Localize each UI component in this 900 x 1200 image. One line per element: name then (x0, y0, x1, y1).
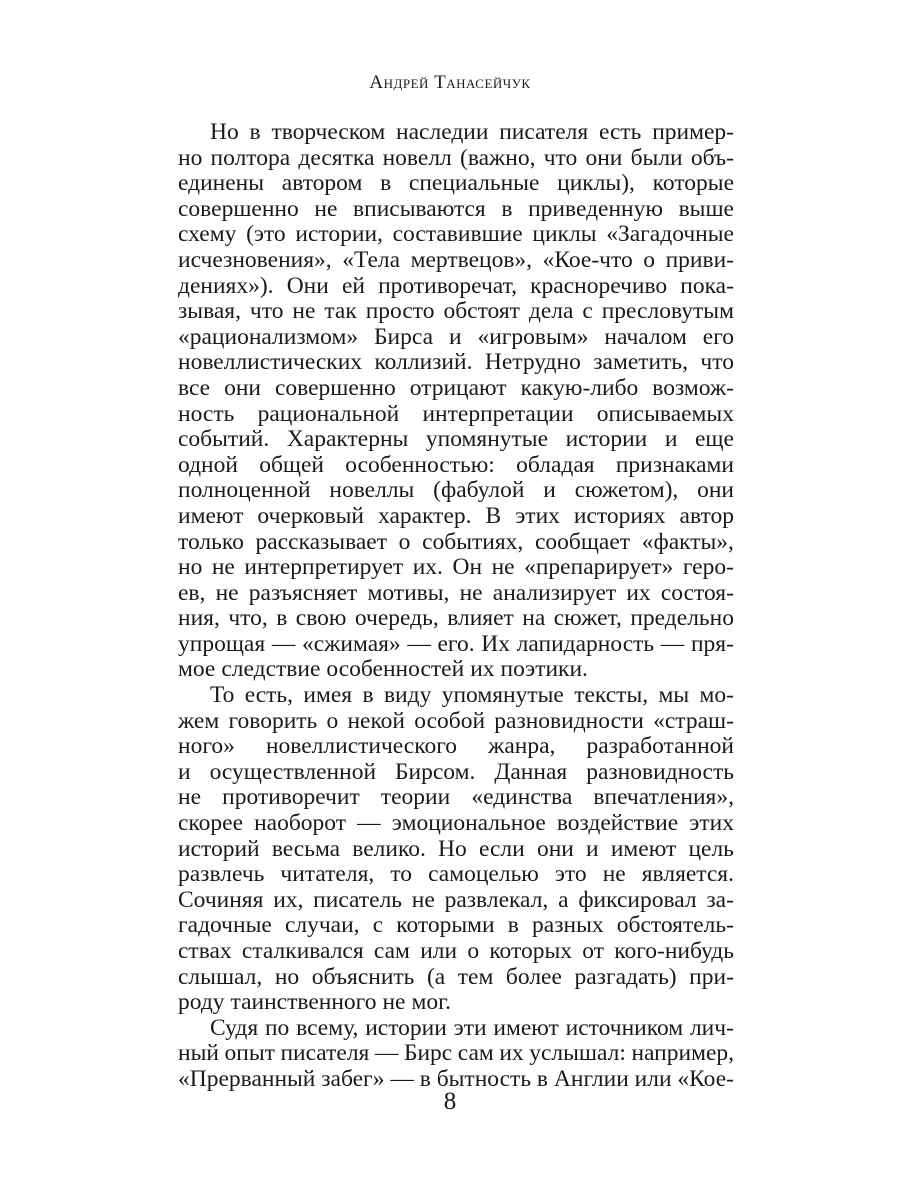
text-line: событий. Характерны упомянутые истории и еще (178, 426, 734, 453)
text-line: но не интерпретирует их. Он не «препарирует» геро- (178, 554, 734, 581)
text-line: Судя по всему, истории эти имеют источником лич- (210, 1014, 734, 1041)
text-line: новеллистических коллизий. Нетрудно заметить, что (178, 349, 734, 376)
text-line: Но в творческом наследии писателя есть пример- (210, 119, 734, 145)
text-line: единены автором в специальные циклы), которые (178, 170, 734, 197)
text-line: То есть, имея в виду упомянутые тексты, мы мо- (210, 682, 734, 709)
text-line: все они совершенно отрицают какую-либо возмож- (178, 374, 734, 401)
running-head: Андрей Танасейчук (369, 72, 531, 93)
text-line: имеют очерковый характер. В этих историях автор (178, 502, 734, 529)
text-line: и осуществленной Бирсом. Данная разновидность (178, 758, 734, 785)
text-line: ность рациональной интерпретации описываемых (178, 400, 734, 427)
text-line: ния, что, в свою очередь, влияет на сюжет, предельно (178, 605, 734, 632)
text-line: не противоречит теории «единства впечатления», (178, 784, 734, 811)
text-line: упрощая — «сжимая» — его. Их лапидарность — пря- (178, 630, 734, 657)
text-line: «рационализмом» Бирса и «игровым» началом его (178, 323, 734, 350)
text-line: схему (это истории, составившие циклы «Загадочные (178, 221, 734, 248)
text-line: историй весьма велико. Но если они и имеют цель (178, 835, 734, 862)
text-line: роду таинственного не мог. (178, 989, 451, 1016)
text-line: «Прерванный забег» — в бытность в Англии или «Кое- (178, 1065, 734, 1092)
text-line: зывая, что не так просто обстоят дела с пресловутым (178, 298, 734, 325)
text-line: гадочные случаи, с которыми в разных обстоятель- (178, 912, 734, 939)
text-line: мое следствие особенностей их поэтики. (178, 656, 588, 683)
text-line: полноценной новеллы (фабулой и сюжетом), они (178, 477, 734, 504)
text-line: слышал, но объяснить (а тем более разгадать) при- (178, 963, 734, 990)
text-line: ного» новеллистического жанра, разработанной (178, 733, 734, 760)
page-number: 8 (443, 1088, 457, 1115)
text-line: скорее наоборот — эмоциональное воздействие этих (178, 810, 734, 837)
text-line: но полтора десятка новелл (важно, что они были объ- (178, 144, 734, 171)
body-text (178, 120, 734, 1093)
text-line: дениях»). Они ей противоречат, красноречиво пока- (178, 272, 734, 299)
text-line: ствах сталкивался сам или о которых от кого-нибудь (178, 938, 734, 964)
text-line: одной общей особенностью: обладая признаками (178, 451, 734, 478)
text-line: Сочиняя их, писатель не развлекал, а фиксировал за- (178, 886, 734, 913)
text-line: ный опыт писателя — Бирс сам их услышал: например, (178, 1040, 734, 1067)
text-line: только рассказывает о событиях, сообщает «факты», (178, 528, 734, 555)
text-line: совершенно не вписываются в приведенную выше (178, 195, 734, 222)
text-line: жем говорить о некой особой разновидности «страш- (178, 707, 734, 734)
text-line: развлечь читателя, то самоцелью это не является. (178, 861, 734, 888)
text-line: ев, не разъясняет мотивы, не анализирует их состоя- (178, 579, 734, 606)
text-line: исчезновения», «Тела мертвецов», «Кое-что о приви- (178, 246, 734, 273)
